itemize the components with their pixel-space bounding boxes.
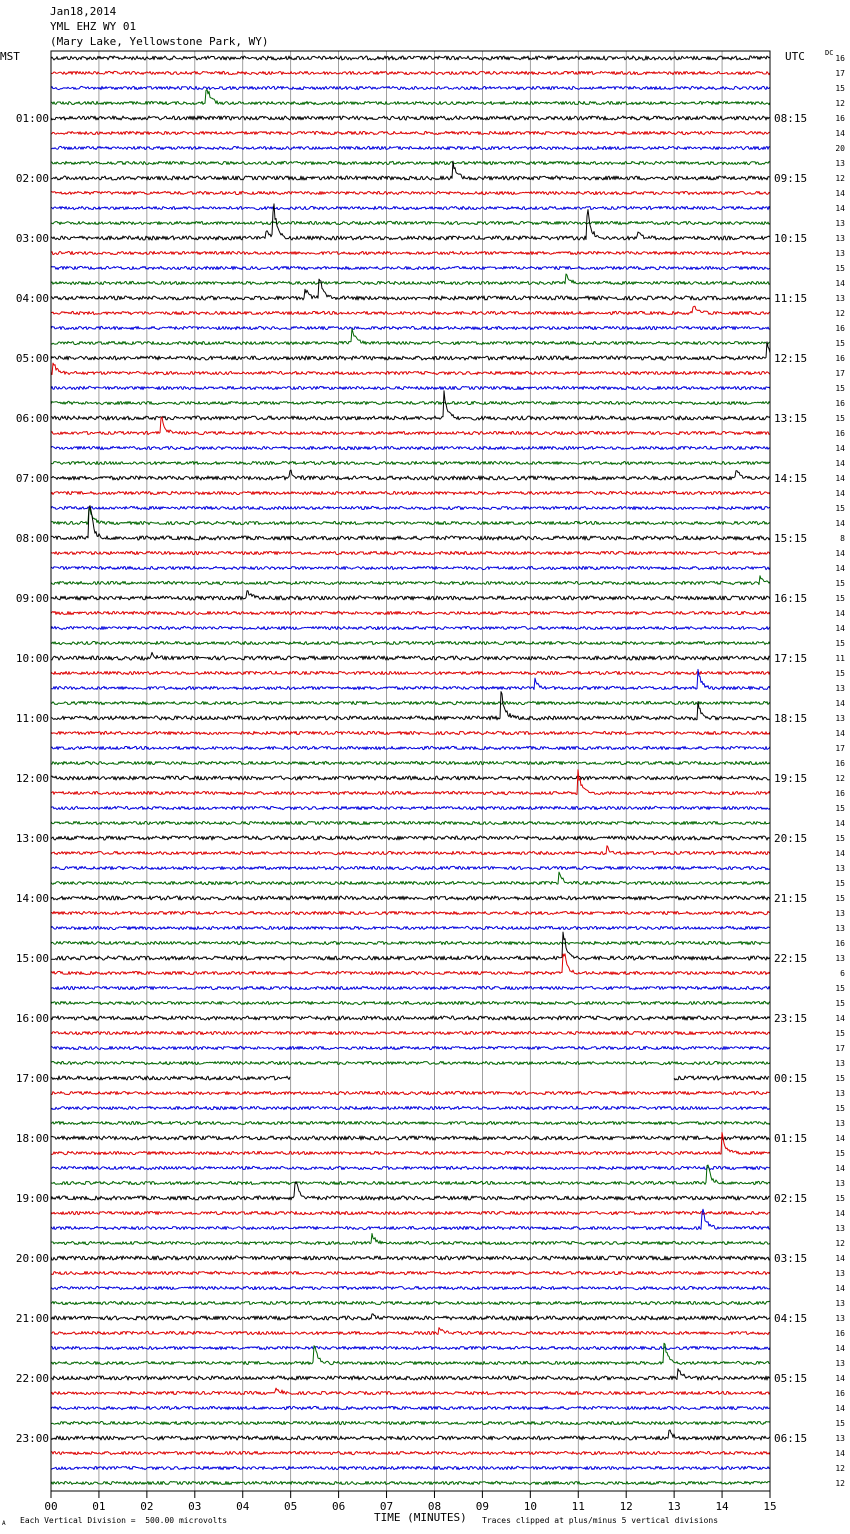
dc-offset-value: 15	[835, 984, 845, 993]
dc-offset-value: 14	[835, 1374, 845, 1383]
trace-row	[51, 191, 770, 194]
dc-offset-value: 13	[835, 1179, 845, 1188]
dc-offset-value: 13	[835, 714, 845, 723]
trace-row	[51, 1106, 770, 1109]
x-tick-label: 02	[140, 1500, 154, 1513]
dc-offset-value: 8	[840, 534, 845, 543]
trace-row	[51, 671, 770, 674]
dc-offset-value: 14	[835, 189, 845, 198]
right-hour-label: 04:15	[774, 1312, 808, 1325]
left-hour-label: 01:00	[15, 112, 49, 125]
left-hour-label: 23:00	[15, 1432, 49, 1445]
trace-row	[51, 326, 770, 329]
trace-row	[51, 669, 770, 689]
dc-offset-value: 16	[835, 429, 845, 438]
trace-row	[51, 1481, 770, 1484]
trace-row	[51, 1369, 770, 1380]
dc-offset-value: 14	[835, 609, 845, 618]
right-hour-label: 12:15	[774, 352, 808, 365]
dc-offset-value: 15	[835, 1194, 845, 1203]
dc-offset-value: 12	[835, 774, 845, 783]
trace-row	[51, 251, 770, 254]
right-hour-label: 01:15	[774, 1132, 808, 1145]
trace-row	[51, 1388, 770, 1395]
dc-offset-value: 13	[835, 1359, 845, 1368]
trace-row	[51, 1061, 770, 1064]
left-hour-label: 09:00	[15, 592, 49, 605]
dc-offset-value: 14	[835, 849, 845, 858]
dc-offset-value: 13	[835, 1314, 845, 1323]
trace-row	[51, 611, 770, 614]
left-hour-label: 21:00	[15, 1312, 49, 1325]
trace-row	[51, 89, 770, 104]
dc-offset-value: 14	[835, 819, 845, 828]
dc-offset-value: 15	[835, 339, 845, 348]
trace-row	[51, 206, 770, 209]
dc-offset-value: 15	[835, 894, 845, 903]
left-hour-label: 17:00	[15, 1072, 49, 1085]
trace-row	[51, 770, 770, 795]
right-hour-label: 21:15	[774, 892, 808, 905]
dc-offset-value: 14	[835, 129, 845, 138]
right-hour-label: 15:15	[774, 532, 808, 545]
trace-row	[51, 911, 770, 914]
trace-row	[51, 652, 770, 660]
x-tick-label: 01	[92, 1500, 106, 1513]
trace-row	[51, 1406, 770, 1409]
trace-row	[51, 363, 770, 375]
dc-offset-value: 13	[835, 954, 845, 963]
trace-row	[51, 274, 770, 285]
dc-offset-value: 13	[835, 1119, 845, 1128]
right-hour-label: 00:15	[774, 1072, 808, 1085]
trace-row	[51, 866, 770, 869]
left-hour-label: 14:00	[15, 892, 49, 905]
x-tick-label: 05	[284, 1500, 298, 1513]
right-hour-label: 02:15	[774, 1192, 808, 1205]
left-hour-label: 11:00	[15, 712, 49, 725]
dc-offset-value: 14	[835, 1164, 845, 1173]
dc-offset-value: 15	[835, 879, 845, 888]
x-tick-label: 03	[188, 1500, 202, 1513]
utc-label: UTC	[785, 50, 805, 63]
x-tick-label: 13	[667, 1500, 681, 1513]
dc-offset-value: 14	[835, 699, 845, 708]
trace-row	[51, 576, 770, 585]
trace-row	[51, 941, 770, 944]
trace-row	[51, 131, 770, 134]
left-hour-label: 15:00	[15, 952, 49, 965]
trace-row	[51, 506, 770, 509]
x-tick-label: 15	[763, 1500, 777, 1513]
trace-row	[51, 386, 770, 389]
trace-row	[51, 329, 770, 345]
right-hour-label: 18:15	[774, 712, 808, 725]
dc-offset-value: 13	[835, 159, 845, 168]
corner-mark: A	[2, 1520, 6, 1527]
left-hour-label: 13:00	[15, 832, 49, 845]
dc-offset-value: 14	[835, 1254, 845, 1263]
x-tick-label: 04	[236, 1500, 250, 1513]
clip-note: Traces clipped at plus/minus 5 vertical divisions	[482, 1516, 719, 1525]
dc-offset-value: 13	[835, 1089, 845, 1098]
trace-row	[51, 417, 770, 435]
x-tick-label: 06	[331, 1500, 346, 1513]
trace-row	[51, 1031, 770, 1034]
trace-row	[51, 1016, 770, 1020]
trace-row	[51, 1076, 290, 1080]
left-hour-label: 20:00	[15, 1252, 49, 1265]
dc-offset-value: 14	[835, 1284, 845, 1293]
trace-row	[51, 1286, 770, 1289]
trace-row	[51, 626, 770, 629]
trace-row	[51, 306, 770, 314]
dc-offset-value: 15	[835, 1419, 845, 1428]
trace-row	[51, 401, 770, 404]
trace-row	[51, 1234, 770, 1245]
dc-offset-value: 15	[835, 804, 845, 813]
trace-row	[51, 146, 770, 149]
dc-offset-value: 13	[835, 249, 845, 258]
trace-row	[51, 446, 770, 449]
dc-offset-value: 15	[835, 1104, 845, 1113]
trace-row	[51, 821, 770, 824]
trace-row	[51, 470, 770, 480]
trace-row	[51, 391, 770, 420]
dc-offset-value: 17	[835, 369, 845, 378]
left-hour-label: 22:00	[15, 1372, 49, 1385]
right-hour-label: 14:15	[774, 472, 808, 485]
trace-row	[51, 986, 770, 989]
trace-row	[51, 1136, 770, 1140]
dc-offset-value: 12	[835, 99, 845, 108]
dc-offset-value: 13	[835, 924, 845, 933]
trace-row	[51, 1121, 770, 1124]
trace-row	[51, 1046, 770, 1049]
station-code: YML EHZ WY 01	[50, 20, 137, 33]
dc-offset-value: 14	[835, 549, 845, 558]
right-hour-label: 20:15	[774, 832, 808, 845]
trace-row	[51, 221, 770, 224]
dc-offset-value: 16	[835, 114, 845, 123]
dc-offset-value: 13	[835, 234, 845, 243]
dc-offset-value: 14	[835, 624, 845, 633]
right-hour-label: 03:15	[774, 1252, 808, 1265]
right-hour-label: 23:15	[774, 1012, 808, 1025]
x-tick-label: 08	[427, 1500, 442, 1513]
dc-offset-value: 13	[835, 1224, 845, 1233]
trace-row	[51, 1091, 770, 1094]
dc-offset-value: 14	[835, 1209, 845, 1218]
dc-offset-value: 13	[835, 864, 845, 873]
x-axis-title: TIME (MINUTES)	[374, 1511, 467, 1524]
dc-offset-value: 14	[835, 1344, 845, 1353]
dc-offset-value: 14	[835, 444, 845, 453]
dc-offset-value: 16	[835, 759, 845, 768]
trace-row	[51, 86, 770, 89]
dc-offset-value: 16	[835, 354, 845, 363]
x-tick-label: 12	[619, 1500, 633, 1513]
trace-row	[51, 761, 770, 764]
left-hour-label: 06:00	[15, 412, 49, 425]
dc-offset-value: 6	[840, 969, 845, 978]
dc-offset-value: 17	[835, 1044, 845, 1053]
dc-offset-value: 15	[835, 1074, 845, 1083]
trace-row	[51, 1001, 770, 1004]
left-hour-label: 18:00	[15, 1132, 49, 1145]
trace-row	[51, 872, 770, 885]
dc-offset-value: 15	[835, 504, 845, 513]
trace-row	[51, 1314, 770, 1320]
left-hour-label: 10:00	[15, 652, 49, 665]
trace-row	[51, 551, 770, 554]
dc-offset-value: 11	[835, 654, 845, 663]
left-hour-label: 08:00	[15, 532, 49, 545]
x-tick-label: 07	[379, 1500, 394, 1513]
dc-offset-value: 14	[835, 564, 845, 573]
left-hour-label: 12:00	[15, 772, 49, 785]
trace-row	[51, 1133, 770, 1155]
dc-offset-value: 16	[835, 399, 845, 408]
trace-row	[51, 1271, 770, 1274]
dc-offset-value: 14	[835, 459, 845, 468]
dc-offset-value: 13	[835, 1059, 845, 1068]
trace-row	[51, 1430, 770, 1440]
trace-row	[51, 1343, 770, 1364]
dc-offset-value: 15	[835, 669, 845, 678]
dc-offset-value: 13	[835, 1269, 845, 1278]
trace-row	[674, 1076, 769, 1080]
trace-row	[51, 591, 770, 600]
trace-row	[51, 1466, 770, 1469]
dc-offset-value: 14	[835, 1449, 845, 1458]
trace-row	[51, 566, 770, 569]
dc-offset-value: 20	[835, 144, 845, 153]
left-hour-label: 02:00	[15, 172, 49, 185]
dc-offset-value: 12	[835, 174, 845, 183]
dc-offset-value: 12	[835, 1464, 845, 1473]
scale-note: Each Vertical Division = 500.00 microvolts	[20, 1516, 228, 1525]
dc-offset-value: 14	[835, 519, 845, 528]
right-hour-label: 16:15	[774, 592, 808, 605]
x-tick-label: 11	[571, 1500, 585, 1513]
dc-offset-value: 13	[835, 909, 845, 918]
right-hour-label: 06:15	[774, 1432, 808, 1445]
trace-row	[51, 896, 770, 900]
dc-offset-value: 16	[835, 324, 845, 333]
right-hour-label: 11:15	[774, 292, 808, 305]
x-tick-label: 14	[715, 1500, 729, 1513]
trace-row	[51, 56, 770, 60]
right-hour-label: 17:15	[774, 652, 808, 665]
left-hour-label: 07:00	[15, 472, 49, 485]
dc-offset-value: 12	[835, 1239, 845, 1248]
trace-row	[51, 1451, 770, 1454]
trace-row	[51, 1166, 770, 1169]
dc-offset-value: 15	[835, 384, 845, 393]
trace-row	[51, 1346, 770, 1349]
right-hour-label: 09:15	[774, 172, 808, 185]
dc-offset-value: 15	[835, 84, 845, 93]
trace-row	[51, 491, 770, 494]
dc-offset-value: 15	[835, 1029, 845, 1038]
left-hour-label: 19:00	[15, 1192, 49, 1205]
dc-offset-value: 15	[835, 1149, 845, 1158]
dc-offset-value: 13	[835, 219, 845, 228]
right-hour-label: 05:15	[774, 1372, 808, 1385]
right-hour-label: 10:15	[774, 232, 808, 245]
x-tick-label: 10	[523, 1500, 537, 1513]
trace-row	[51, 846, 770, 855]
dc-offset-value: 16	[835, 789, 845, 798]
dc-offset-value: 14	[835, 729, 845, 738]
dc-offset-value: 12	[835, 309, 845, 318]
trace-row	[51, 461, 770, 464]
trace-row	[51, 71, 770, 74]
dc-offset-value: 13	[835, 684, 845, 693]
x-tick-label: 09	[475, 1500, 490, 1513]
right-hour-label: 22:15	[774, 952, 808, 965]
x-tick-label: 00	[44, 1500, 58, 1513]
dc-offset-value: 16	[835, 1389, 845, 1398]
dc-offset-value: 14	[835, 204, 845, 213]
right-hour-label: 13:15	[774, 412, 808, 425]
trace-row	[51, 692, 770, 720]
trace-row	[51, 1256, 770, 1260]
dc-offset-value: 17	[835, 69, 845, 78]
dc-offset-value: 16	[835, 1329, 845, 1338]
trace-row	[51, 954, 770, 975]
dc-offset-value: 14	[835, 489, 845, 498]
trace-row	[51, 932, 770, 960]
dc-offset-value: 15	[835, 594, 845, 603]
trace-row	[51, 836, 770, 840]
dc-offset-value: 14	[835, 474, 845, 483]
left-hour-label: 04:00	[15, 292, 49, 305]
trace-row	[51, 926, 770, 929]
seismic-traces	[51, 56, 770, 1485]
mst-label: MST	[0, 50, 20, 63]
dc-offset-value: 15	[835, 834, 845, 843]
dc-offset-value: 12	[835, 1479, 845, 1488]
trace-row	[51, 1301, 770, 1304]
dc-offset-value: 17	[835, 744, 845, 753]
trace-row	[51, 161, 770, 180]
trace-row	[51, 776, 770, 780]
dc-offset-value: 16	[835, 939, 845, 948]
dc-offset-value: 15	[835, 999, 845, 1008]
trace-row	[51, 342, 770, 360]
trace-row	[51, 641, 770, 644]
dc-label: DC	[825, 49, 834, 57]
dc-offset-value: 15	[835, 264, 845, 273]
dc-offset-value: 14	[835, 1014, 845, 1023]
trace-row	[51, 731, 770, 734]
dc-offset-value: 13	[835, 1434, 845, 1443]
trace-row	[51, 1328, 770, 1335]
trace-row	[51, 746, 770, 749]
dc-offset-value: 15	[835, 414, 845, 423]
left-hour-label: 05:00	[15, 352, 49, 365]
trace-row	[51, 116, 770, 120]
dc-offset-value: 14	[835, 1134, 845, 1143]
trace-row	[51, 1211, 770, 1214]
right-hour-label: 19:15	[774, 772, 808, 785]
right-hour-label: 08:15	[774, 112, 808, 125]
trace-row	[51, 161, 770, 164]
dc-offset-value: 13	[835, 294, 845, 303]
trace-row	[51, 266, 770, 269]
trace-row	[51, 806, 770, 809]
dc-offset-value: 15	[835, 639, 845, 648]
trace-row	[51, 701, 770, 704]
dc-offset-value: 14	[835, 279, 845, 288]
trace-row	[51, 1421, 770, 1424]
left-hour-label: 03:00	[15, 232, 49, 245]
station-location: (Mary Lake, Yellowstone Park, WY)	[50, 35, 269, 48]
left-hour-label: 16:00	[15, 1012, 49, 1025]
dc-offset-value: 13	[835, 1299, 845, 1308]
trace-row	[51, 507, 770, 524]
dc-offset-value: 15	[835, 579, 845, 588]
plot-date: Jan18,2014	[50, 5, 117, 18]
dc-offset-value: 16	[835, 54, 845, 63]
dc-offset-value: 14	[835, 1404, 845, 1413]
